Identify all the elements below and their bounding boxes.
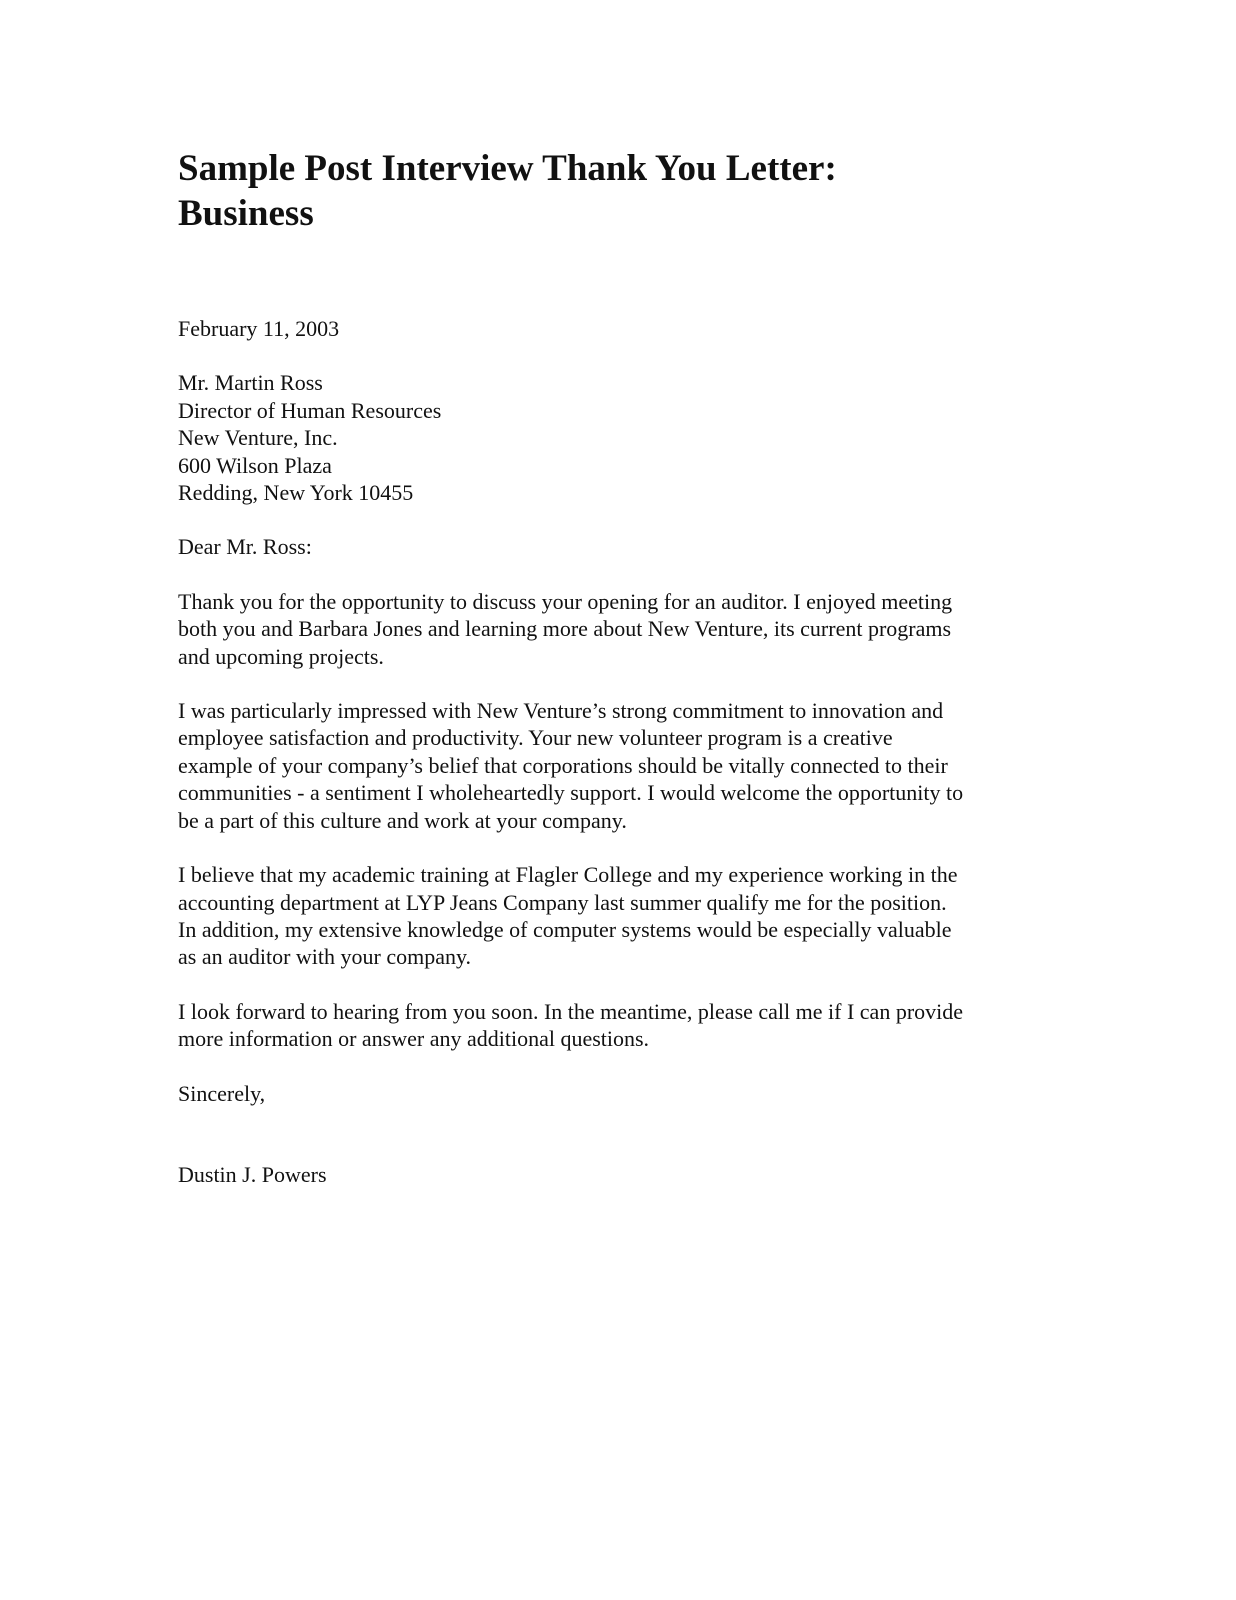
paragraph-1 — [178, 588, 1058, 670]
recipient-company: New Venture, Inc. — [178, 425, 338, 451]
letter-title — [178, 146, 1058, 236]
paragraph-line: I was particularly impressed with New Venture’s strong commitment to innovation and — [178, 698, 944, 724]
recipient-name: Mr. Martin Ross — [178, 370, 323, 396]
paragraph-line: both you and Barbara Jones and learning more about New Venture, its current programs — [178, 616, 952, 642]
letter-title-line: Sample Post Interview Thank You Letter: — [178, 148, 837, 189]
paragraph-line: employee satisfaction and productivity. Your new volunteer program is a creative — [178, 725, 893, 751]
recipient-street: 600 Wilson Plaza — [178, 452, 332, 478]
paragraph-line: I look forward to hearing from you soon. In the meantime, please call me if I can provide — [178, 998, 964, 1024]
salutation: Dear Mr. Ross: — [178, 534, 312, 560]
recipient-address — [178, 369, 1058, 506]
paragraph-line: example of your company’s belief that corporations should be vitally connected to their — [178, 752, 948, 778]
paragraph-2 — [178, 697, 1058, 834]
paragraph-line: communities - a sentiment I wholeheartedly support. I would welcome the opportunity to — [178, 780, 964, 806]
recipient-city: Redding, New York 10455 — [178, 480, 414, 506]
paragraph-3 — [178, 861, 1058, 971]
paragraph-line: Thank you for the opportunity to discuss your opening for an auditor. I enjoyed meeting — [178, 588, 953, 614]
paragraph-line: and upcoming projects. — [178, 643, 384, 669]
letter-title-line: Business — [178, 193, 314, 234]
paragraph-4 — [178, 998, 1058, 1053]
paragraph-line: In addition, my extensive knowledge of computer systems would be especially valuable — [178, 916, 952, 942]
paragraph-line: accounting department at LYP Jeans Company last summer qualify me for the position. — [178, 889, 947, 915]
recipient-title: Director of Human Resources — [178, 397, 442, 423]
paragraph-line: more information or answer any additional questions. — [178, 1026, 650, 1052]
signature-name: Dustin J. Powers — [178, 1161, 327, 1187]
paragraph-line: be a part of this culture and work at your company. — [178, 807, 627, 833]
paragraph-line: as an auditor with your company. — [178, 944, 472, 970]
letter-date: February 11, 2003 — [178, 316, 340, 341]
paragraph-line: I believe that my academic training at Flagler College and my experience working in the — [178, 862, 958, 888]
closing: Sincerely, — [178, 1080, 266, 1106]
letter-body — [178, 146, 1058, 1188]
